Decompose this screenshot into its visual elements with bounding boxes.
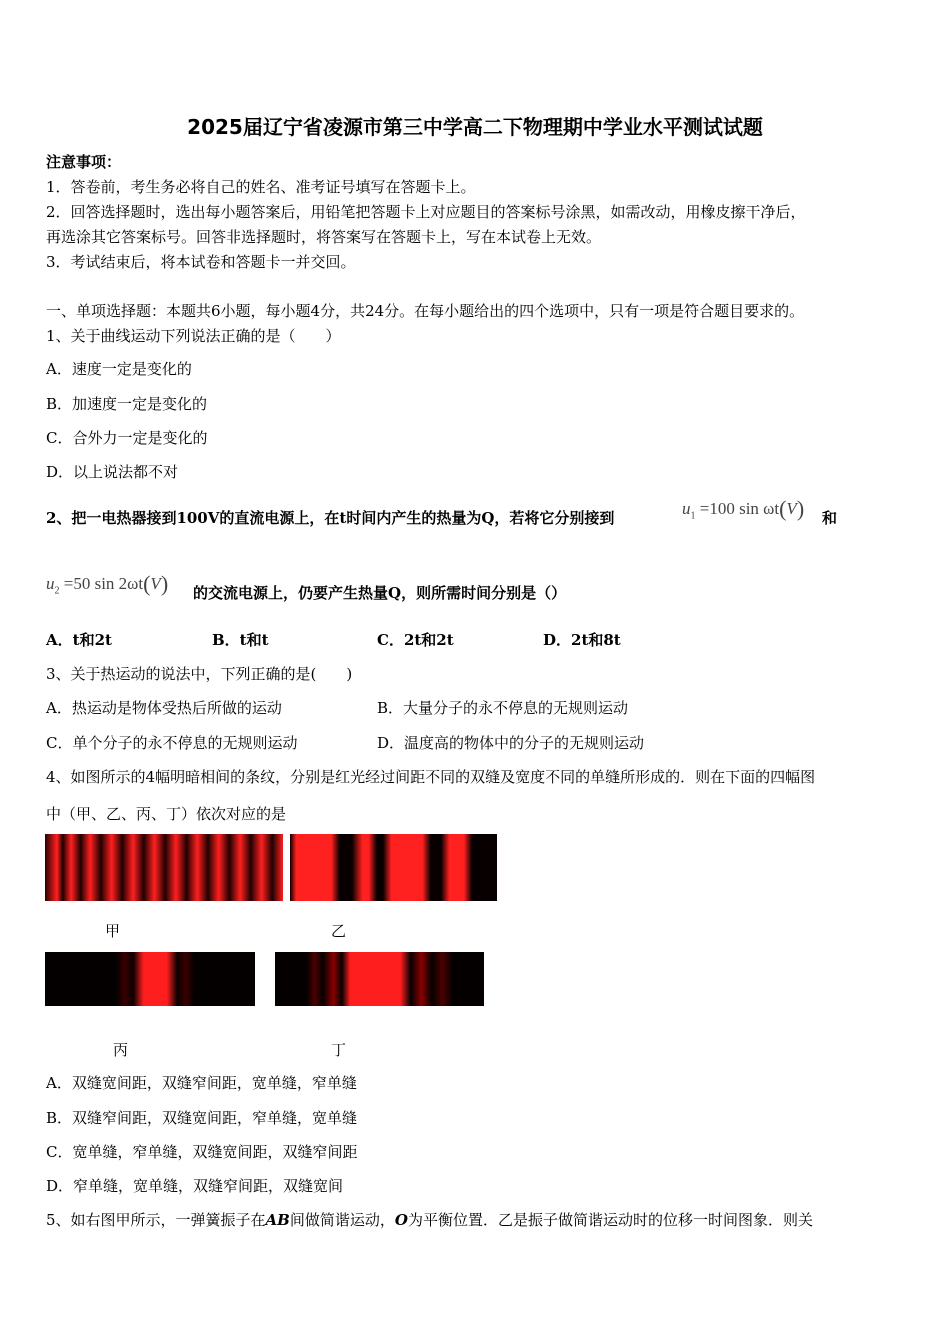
q3-option-a: A．热运动是物体受热后所做的运动 bbox=[46, 699, 282, 717]
q3-option-b: B．大量分子的永不停息的无规则运动 bbox=[377, 699, 629, 717]
q1-option-a: A．速度一定是变化的 bbox=[46, 360, 192, 378]
q2-formula-1: $u_1 =100$ sin ωt(V) bbox=[682, 496, 805, 522]
q3-option-c: C．单个分子的永不停息的无规则运动 bbox=[46, 734, 298, 752]
q1-option-d: D．以上说法都不对 bbox=[46, 463, 179, 481]
q4-stem-line2: 中（甲、乙、丙、丁）依次对应的是 bbox=[46, 805, 287, 823]
figure-label-ding: 丁 bbox=[331, 1041, 347, 1059]
notice-item-2-cont: 再选涂其它答案标号。回答非选择题时，将答案写在答题卡上，写在本试卷上无效。 bbox=[46, 228, 602, 246]
q1-option-b: B．加速度一定是变化的 bbox=[46, 395, 208, 413]
notice-item-1: 1．答卷前，考生务必将自己的姓名、准考证号填写在答题卡上。 bbox=[46, 178, 476, 196]
q2-stem-part2: 和 bbox=[822, 509, 838, 527]
q2-option-d: D．2t和8t bbox=[543, 631, 621, 649]
notice-item-3: 3．考试结束后，将本试卷和答题卡一并交回。 bbox=[46, 253, 356, 271]
q4-option-a: A．双缝宽间距，双缝窄间距，宽单缝，窄单缝 bbox=[46, 1074, 357, 1092]
q2-formula-2: $u_2 =50$ sin 2ωt(V) bbox=[46, 571, 169, 597]
notice-item-2: 2．回答选择题时，选出每小题答案后，用铅笔把答题卡上对应题目的答案标号涂黑，如需改动，用橡皮擦干净后， bbox=[46, 203, 806, 221]
q1-stem: 1、关于曲线运动下列说法正确的是（ ） bbox=[46, 327, 341, 345]
figure-label-jia: 甲 bbox=[105, 922, 121, 940]
q2-stem-part1: 2、把一电热器接到100V的直流电源上，在t时间内产生的热量为Q，若将它分别接到 bbox=[46, 509, 615, 527]
fringe-figure-bing bbox=[45, 952, 255, 1006]
q4-option-d: D．窄单缝，宽单缝，双缝窄间距，双缝宽间 bbox=[46, 1177, 344, 1195]
q2-option-a: A．t和2t bbox=[46, 631, 112, 649]
q4-option-c: C．宽单缝，窄单缝，双缝宽间距，双缝窄间距 bbox=[46, 1143, 358, 1161]
q2-option-b: B．t和t bbox=[212, 631, 269, 649]
q2-option-c: C．2t和2t bbox=[377, 631, 454, 649]
figure-label-yi: 乙 bbox=[331, 922, 347, 940]
section-1-heading: 一、单项选择题：本题共6小题，每小题4分，共24分。在每小题给出的四个选项中，只有一项是符合题目要求的。 bbox=[46, 302, 805, 320]
notice-heading: 注意事项： bbox=[46, 153, 122, 171]
q3-option-d: D．温度高的物体中的分子的无规则运动 bbox=[377, 734, 645, 752]
q1-option-c: C．合外力一定是变化的 bbox=[46, 429, 208, 447]
q4-option-b: B．双缝窄间距，双缝宽间距，窄单缝，宽单缝 bbox=[46, 1109, 358, 1127]
q2-stem-part3: 的交流电源上，仍要产生热量Q，则所需时间分别是（） bbox=[193, 584, 567, 602]
fringe-figure-jia bbox=[45, 834, 283, 901]
q4-stem-line1: 4、如图所示的4幅明暗相间的条纹，分别是红光经过间距不同的双缝及宽度不同的单缝所形成的．则在下面的四幅图 bbox=[46, 768, 816, 786]
q3-stem: 3、关于热运动的说法中，下列正确的是( ) bbox=[46, 665, 353, 683]
fringe-figure-yi bbox=[290, 834, 497, 901]
fringe-figure-ding bbox=[275, 952, 484, 1006]
q5-stem: 5、如右图甲所示，一弹簧振子在AB间做简谐运动，O为平衡位置．乙是振子做简谐运动时的位移一时间图象．则关 bbox=[46, 1211, 813, 1229]
page-title: 2025届辽宁省凌源市第三中学高二下物理期中学业水平测试试题 bbox=[187, 115, 763, 139]
figure-label-bing: 丙 bbox=[113, 1041, 129, 1059]
